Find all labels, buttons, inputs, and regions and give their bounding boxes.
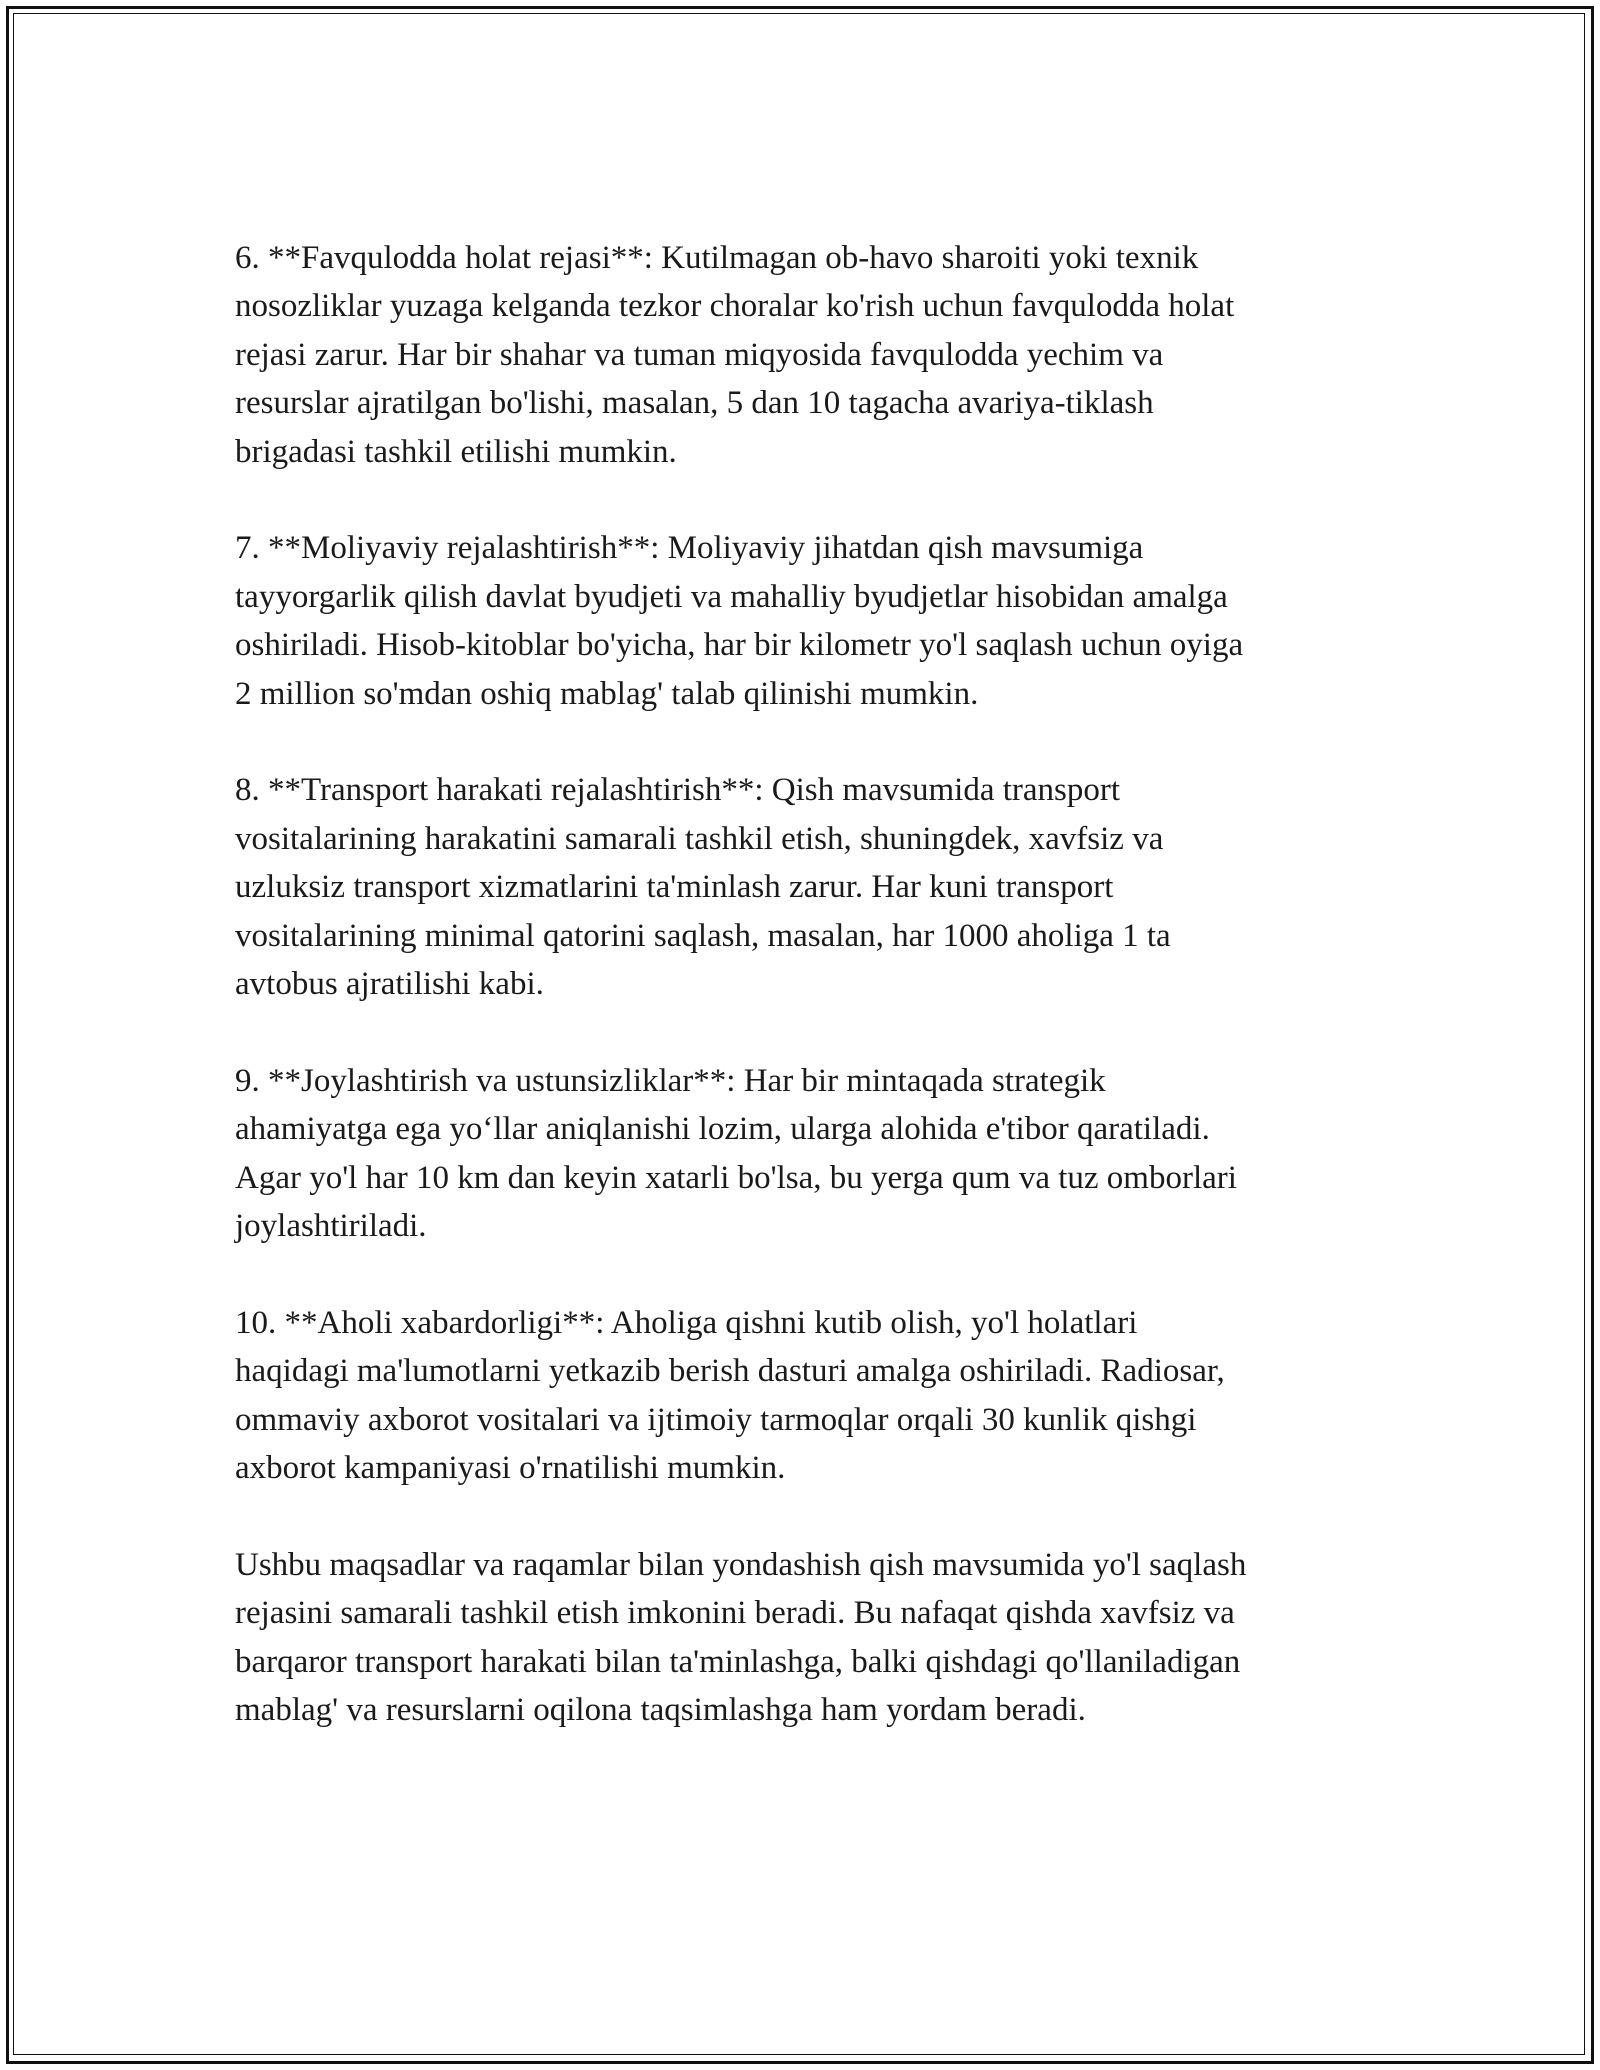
paragraph-conclusion: Ushbu maqsadlar va raqamlar bilan yondashish qish mavsumida yo'l saqlash rejasini samarali tashkil etish imkonini beradi. Bu nafaqat qishda xavfsiz va barqaror transport harakati bilan ta'minlashga, balki qishdagi qo'llaniladigan mablag' va resurslarni oqilona taqsimlashga ham yordam beradi.: [235, 1546, 1247, 1729]
paragraph-public-awareness: 10. **Aholi xabardorligi**: Aholiga qishni kutib olish, yo'l holatlari haqidagi ma'lumotlarni yetkazib berish dasturi amalga oshiriladi. Radiosar, ommaviy axborot vositalari va ijtimoiy tarmoqlar orqali 30 kunlik qishgi axborot kampaniyasi o'rnatilishi mumkin.: [235, 1304, 1225, 1487]
paragraph-placement-priorities: 9. **Joylashtirish va ustunsizliklar**: Har bir mintaqada strategik ahamiyatga ega yo‘llar aniqlanishi lozim, ularga alohida e'tibor qaratiladi. Agar yo'l har 10 km dan keyin xatarli bo'lsa, bu yerga qum va tuz omborlari joylashtiriladi.: [235, 1062, 1237, 1245]
paragraph-financial-planning: 7. **Moliyaviy rejalashtirish**: Moliyaviy jihatdan qish mavsumiga tayyorgarlik qilish davlat byudjeti va mahalliy byudjetlar hisobidan amalga oshiriladi. Hisob-kitoblar bo'yicha, har bir kilometr yo'l saqlash uchun oyiga 2 million so'mdan oshiq mablag' talab qilinishi mumkin.: [235, 530, 1244, 712]
document-body: [235, 234, 1365, 1735]
paragraph-transport-planning: 8. **Transport harakati rejalashtirish**: Qish mavsumida transport vositalarining harakatini samarali tashkil etish, shuningdek, xavfsiz va uzluksiz transport xizmatlarini ta'minlash zarur. Har kuni transport vositalarining minimal qatorini saqlash, masalan, har 1000 aholiga 1 ta avtobus ajratilishi kabi.: [235, 772, 1171, 1003]
paragraph-emergency-plan: 6. **Favqulodda holat rejasi**: Kutilmagan ob-havo sharoiti yoki texnik nosozliklar yuzaga kelganda tezkor choralar ko'rish uchun favqulodda holat rejasi zarur. Har bir shahar va tuman miqyosida favqulodda yechim va resurslar ajratilgan bo'lishi, masalan, 5 dan 10 tagacha avariya-tiklash brigadasi tashkil etilishi mumkin.: [235, 240, 1235, 470]
